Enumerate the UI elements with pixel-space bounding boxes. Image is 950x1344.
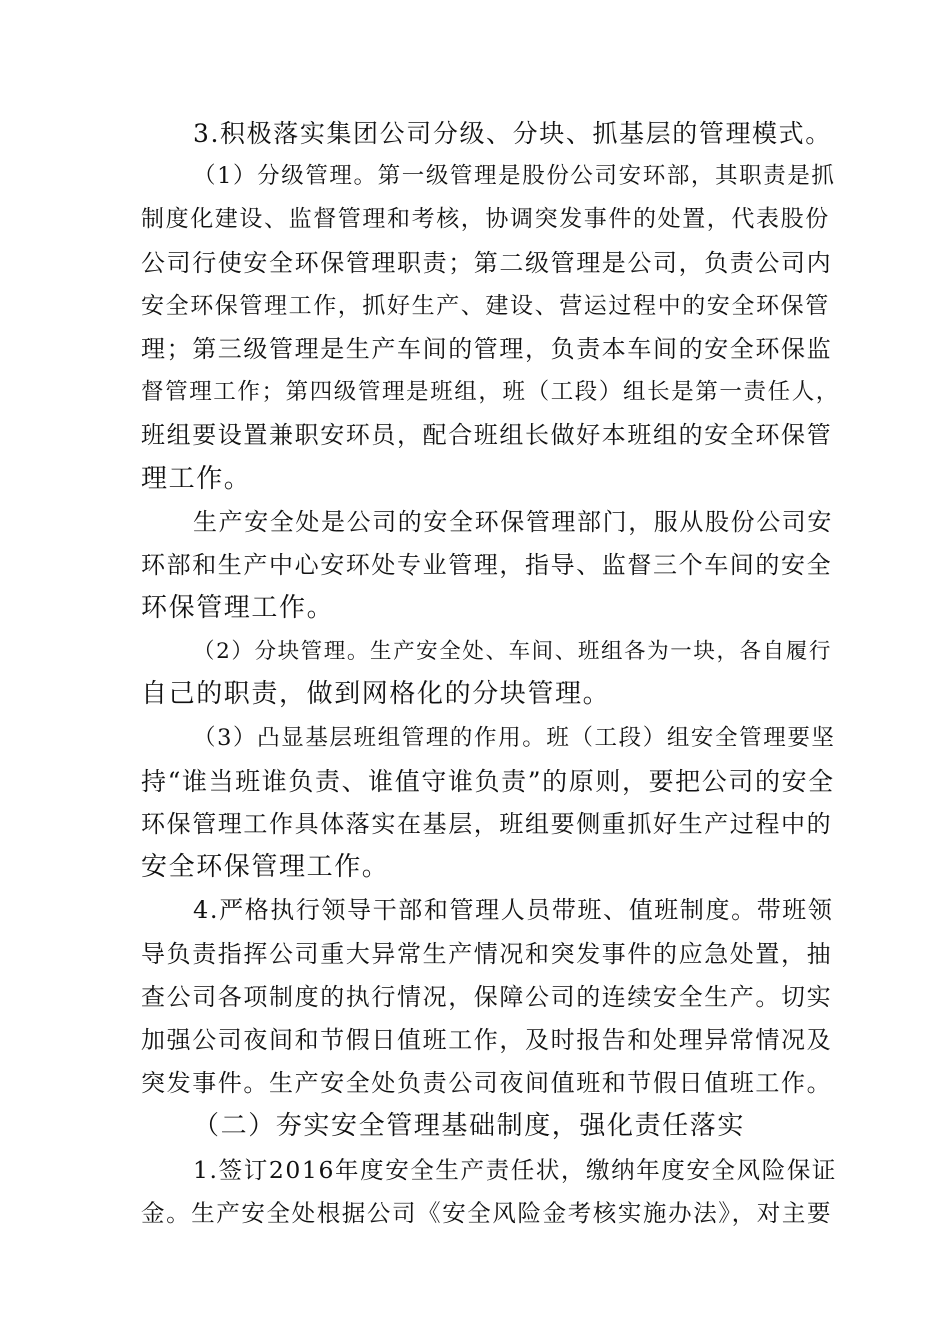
text-line: 环保管理工作。 <box>141 593 335 624</box>
text-line: 持“谁当班谁负责、谁值守谁负责”的原则，要把公司的安全 <box>141 766 835 796</box>
text-line: 金。生产安全处根据公司《安全风险金考核实施办法》，对主要 <box>141 1198 833 1227</box>
text-line: 环保管理工作具体落实在基层，班组要侧重抓好生产过程中的 <box>141 810 833 838</box>
text-line: 班组要设置兼职安环员，配合班组长做好本班组的安全环保管 <box>141 421 833 450</box>
text-line: 公司行使安全环保管理职责；第二级管理是公司，负责公司内 <box>141 248 833 277</box>
text-line: 生产安全处是公司的安全环保管理部门，服从股份公司安 <box>193 507 833 536</box>
text-line: 环部和生产中心安环处专业管理，指导、监督三个车间的安全 <box>141 550 833 579</box>
text-line: 4.严格执行领导干部和管理人员带班、值班制度。带班领 <box>193 896 834 925</box>
text-line: 督管理工作；第四级管理是班组，班（工段）组长是第一责任人， <box>141 379 840 406</box>
text-line: 理；第三级管理是生产车间的管理，负责本车间的安全环保监 <box>141 334 833 363</box>
text-line: 加强公司夜间和节假日值班工作，及时报告和处理异常情况及 <box>141 1025 833 1054</box>
document-body <box>141 112 841 1235</box>
text-line: 查公司各项制度的执行情况，保障公司的连续安全生产。切实 <box>141 982 833 1011</box>
text-line: 制度化建设、监督管理和考核，协调突发事件的处置，代表股份 <box>141 206 830 233</box>
section-heading: （二）夯实安全管理基础制度，强化责任落实 <box>193 1111 746 1142</box>
text-line: 1.签订2016年度安全生产责任状，缴纳年度安全风险保证 <box>193 1155 838 1184</box>
text-line: 3.积极落实集团公司分级、分块、抓基层的管理模式。 <box>193 119 832 148</box>
text-line: （2）分块管理。生产安全处、车间、班组各为一块，各自履行 <box>193 639 832 665</box>
text-line: （1）分级管理。第一级管理是股份公司安环部，其职责是抓 <box>193 163 836 190</box>
text-line: 导负责指挥公司重大异常生产情况和突发事件的应急处置，抽 <box>141 939 833 968</box>
text-line: （3）凸显基层班组管理的作用。班（工段）组安全管理要坚 <box>193 724 836 751</box>
text-line: 理工作。 <box>141 463 252 494</box>
text-line: 安全环保管理工作。 <box>141 852 390 883</box>
text-line: 安全环保管理工作，抓好生产、建设、营运过程中的安全环保管 <box>141 292 830 319</box>
text-line: 自己的职责，做到网格化的分块管理。 <box>141 679 611 710</box>
text-line: 突发事件。生产安全处负责公司夜间值班和节假日值班工作。 <box>141 1069 833 1098</box>
